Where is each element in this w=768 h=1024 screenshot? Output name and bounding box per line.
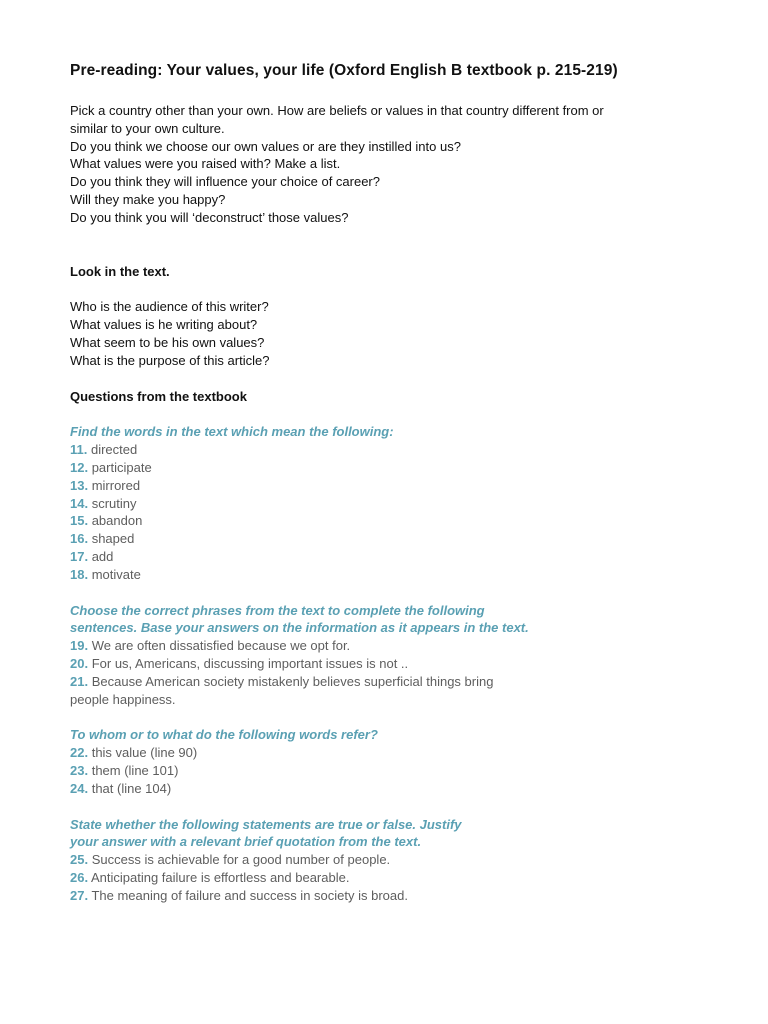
intro-line: Pick a country other than your own. How are beliefs or values in that country different from or [70,103,604,118]
section-instruction: State whether the following statements are true or false. Justify [70,816,462,832]
item-text: Success is achievable for a good number of people. [91,852,391,868]
list-item [70,869,698,887]
list-item [70,495,698,513]
item-number: 13. [70,477,89,493]
section-vocabulary [70,423,698,583]
section-phrases [70,602,698,709]
section-instruction: Choose the correct phrases from the text to complete the following [70,602,485,618]
section-true-false [70,816,698,905]
item-text: Because American society mistakenly believes superficial things bring [91,673,494,689]
item-number: 26. [70,869,89,885]
item-number: 18. [70,566,89,582]
item-number: 11. [70,442,88,458]
intro-questions [70,102,698,227]
list-item [70,744,698,762]
list-item [70,548,698,566]
item-text: mirrored [91,477,141,493]
item-number: 12. [70,459,89,475]
item-text: motivate [91,566,141,582]
look-line: Who is the audience of this writer? [70,299,269,315]
item-number: 24. [70,780,89,796]
look-line: What is the purpose of this article? [70,352,270,368]
item-text: The meaning of failure and success in society is broad. [91,887,408,903]
item-text: shaped [91,531,135,547]
list-item [70,637,698,655]
item-text: scrutiny [91,495,137,511]
item-number: 19. [70,638,89,654]
list-item [70,762,698,780]
look-heading: Look in the text. [70,263,170,279]
item-number: 23. [70,762,89,778]
list-item [70,655,698,673]
list-item [70,530,698,548]
item-text: participate [91,459,152,475]
intro-line: Will they make you happy? [70,191,226,207]
item-text: We are often dissatisfied because we opt for. [91,638,351,654]
item-text: add [91,548,114,564]
section-instruction: your answer with a relevant brief quotation from the text. [70,834,422,850]
section-reference [70,726,698,797]
list-item [70,851,698,869]
item-number: 20. [70,655,89,671]
list-item [70,780,698,798]
item-text: abandon [91,513,143,529]
item-continuation: people happiness. [70,691,176,707]
list-item [70,566,698,584]
page-title: Pre-reading: Your values, your life (Oxford English B textbook p. 215-219) [70,62,618,79]
item-number: 27. [70,887,89,903]
intro-line: What values were you raised with? Make a list. [70,156,341,172]
list-item [70,477,698,495]
list-item [70,673,698,691]
item-number: 14. [70,495,89,511]
item-number: 16. [70,531,89,547]
list-item [70,459,698,477]
item-number: 21. [70,673,89,689]
look-line: What values is he writing about? [70,317,258,333]
item-text: them (line 101) [91,762,179,778]
section-instruction: Find the words in the text which mean the following: [70,424,394,440]
list-item [70,887,698,905]
section-instruction: sentences. Base your answers on the information as it appears in the text. [70,620,529,636]
look-line: What seem to be his own values? [70,334,265,350]
intro-line: similar to your own culture. [70,120,225,136]
intro-line: Do you think they will influence your choice of career? [70,174,380,190]
item-text: For us, Americans, discussing important issues is not .. [91,655,409,671]
intro-line: Do you think we choose our own values or are they instilled into us? [70,138,461,154]
item-text: this value (line 90) [91,745,198,761]
item-text: that (line 104) [91,780,172,796]
item-number: 25. [70,852,89,868]
list-item [70,441,698,459]
item-number: 17. [70,548,89,564]
item-text: directed [90,442,138,458]
section-instruction: To whom or to what do the following words refer? [70,727,378,743]
item-number: 15. [70,513,89,529]
item-text: Anticipating failure is effortless and bearable. [90,869,350,885]
look-questions [70,298,698,369]
item-number: 22. [70,745,89,761]
intro-line: Do you think you will ‘deconstruct’ those values? [70,209,349,225]
list-item [70,512,698,530]
questions-heading: Questions from the textbook [70,388,247,404]
